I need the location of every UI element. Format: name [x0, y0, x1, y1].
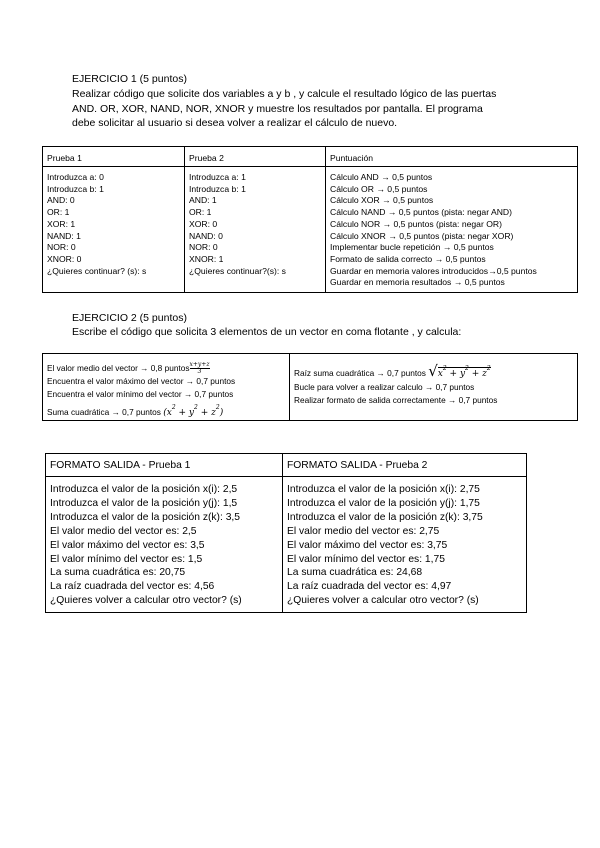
exercise-2-description: Escribe el código que solicita 3 elementos de un vector en coma flotante , y calcula: [72, 326, 462, 338]
prueba-2-line: NOR: 0 [189, 242, 218, 253]
puntuacion-cell [326, 167, 578, 293]
prueba-2-line: OR: 1 [189, 207, 212, 218]
prueba-1-line: ¿Quieres continuar? (s): s [47, 265, 147, 276]
criteria-mean-text: El valor medio del vector → 0,8 puntos [47, 363, 190, 373]
root-formula: $√x^2 + y^2 + z^2$ [428, 362, 491, 380]
prueba-1-line: XOR: 1 [47, 218, 76, 229]
output-line: Introduzca el valor de la posición x(i): 2,75 [287, 484, 480, 495]
criteria-max: Encuentra el valor máximo del vector → 0,7 puntos [47, 376, 236, 387]
prueba-2-line: ¿Quieres continuar?(s): s [189, 265, 286, 276]
output-line: El valor máximo del vector es: 3,75 [287, 539, 448, 551]
criteria-root [294, 362, 573, 381]
puntuacion-line: Implementar bucle repetición → 0,5 puntos [330, 242, 494, 253]
puntuacion-line: Guardar en memoria resultados → 0,5 puntos [330, 277, 505, 288]
prueba-2-line: Introduzca b: 1 [189, 183, 246, 194]
puntuacion-line: Cálculo NOR → 0,5 puntos (pista: negar OR) [330, 218, 502, 229]
header-prueba-1: Prueba 1 [43, 147, 185, 167]
description-line: AND. OR, XOR, NAND, NOR, XNOR y muestre los resultados por pantalla. El programa [72, 102, 483, 115]
prueba-1-cell [43, 167, 185, 293]
mean-formula-numerator: x+y+z [189, 361, 210, 369]
prueba-1-line: OR: 1 [47, 207, 70, 218]
criteria-sum-squares-text: Suma cuadrática → 0,7 puntos [47, 407, 161, 418]
output-line: ¿Quieres volver a calcular otro vector? (s) [50, 595, 242, 607]
output-line: Introduzca el valor de la posición x(i): 2,5 [50, 484, 238, 495]
exercise-2-criteria-table [42, 353, 578, 421]
criteria-format: Realizar formato de salida correctamente → 0,7 puntos [294, 395, 498, 405]
output-line: La raíz cuadrada del vector es: 4,56 [50, 581, 215, 593]
output-line: El valor medio del vector es: 2,75 [287, 525, 440, 537]
prueba-2-line: XOR: 0 [189, 218, 218, 229]
mean-formula [190, 362, 210, 375]
puntuacion-line: Formato de salida correcto → 0,5 puntos [330, 253, 486, 264]
criteria-loop: Bucle para volver a realizar calculo → 0,7 puntos [294, 382, 475, 392]
prueba-2-line: XNOR: 1 [189, 253, 224, 264]
criteria-root-text: Raíz suma cuadrática → 0,7 puntos [294, 368, 426, 378]
prueba-2-line: AND: 1 [189, 195, 217, 206]
header-output-prueba-2: FORMATO SALIDA - Prueba 2 [283, 454, 527, 477]
output-line: ¿Quieres volver a calcular otro vector? (s) [287, 595, 479, 607]
prueba-2-line: NAND: 0 [189, 230, 223, 241]
header-output-prueba-1: FORMATO SALIDA - Prueba 1 [46, 454, 283, 477]
exercise-1-title: EJERCICIO 1 (5 puntos) [72, 73, 187, 85]
prueba-2-cell [185, 167, 326, 293]
description-line: Realizar código que solicite dos variables a y b , y calcule el resultado lógico de las puertas [72, 88, 497, 100]
criteria-sum-squares [47, 401, 285, 420]
prueba-2-line: Introduzca a: 1 [189, 172, 246, 182]
output-line: El valor medio del vector es: 2,5 [50, 525, 197, 537]
mean-formula-denominator: 3 [197, 368, 202, 376]
output-line: El valor mínimo del vector es: 1,5 [50, 553, 203, 565]
output-line: El valor máximo del vector es: 3,5 [50, 539, 205, 551]
prueba-1-line: AND: 0 [47, 195, 75, 206]
output-line: La suma cuadrática es: 24,68 [287, 567, 423, 579]
prueba-1-line: NAND: 1 [47, 230, 81, 241]
sum-squares-formula: $(x^2 + y^2 + z^2)$ [163, 404, 224, 419]
criteria-left-cell [43, 354, 290, 421]
puntuacion-line: Cálculo NAND → 0,5 puntos (pista: negar AND) [330, 207, 512, 218]
exercise-1-table [42, 146, 578, 293]
puntuacion-line: Cálculo OR → 0,5 puntos [330, 183, 428, 194]
output-line: Introduzca el valor de la posición z(k): 3,5 [50, 511, 241, 523]
puntuacion-line: Cálculo XNOR → 0,5 puntos (pista: negar XOR) [330, 230, 514, 241]
criteria-right-cell [290, 354, 578, 421]
output-prueba-2-cell [283, 477, 527, 613]
description-line: debe solicitar al usuario si desea volver a realizar el cálculo de nuevo. [72, 117, 398, 129]
puntuacion-line: Cálculo XOR → 0,5 puntos [330, 195, 434, 206]
prueba-1-line: Introduzca b: 1 [47, 183, 104, 194]
prueba-1-line: NOR: 0 [47, 242, 76, 253]
output-line: Introduzca el valor de la posición z(k): 3,75 [287, 511, 483, 523]
output-format-table [45, 453, 527, 613]
puntuacion-line: Guardar en memoria valores introducidos→0,5 puntos [330, 265, 537, 276]
header-puntuacion: Puntuación [326, 147, 578, 167]
output-line: Introduzca el valor de la posición y(j): 1,5 [50, 497, 238, 509]
exercise-2-title: EJERCICIO 2 (5 puntos) [72, 312, 187, 324]
puntuacion-line: Cálculo AND → 0,5 puntos [330, 172, 433, 182]
output-line: Introduzca el valor de la posición y(j): 1,75 [287, 497, 480, 509]
output-prueba-1-cell [46, 477, 283, 613]
output-line: El valor mínimo del vector es: 1,75 [287, 553, 445, 565]
criteria-mean [47, 362, 285, 375]
output-line: La raíz cuadrada del vector es: 4,97 [287, 581, 452, 593]
prueba-1-line: XNOR: 0 [47, 253, 82, 264]
criteria-min: Encuentra el valor mínimo del vector → 0,7 puntos [47, 389, 234, 400]
prueba-1-line: Introduzca a: 0 [47, 172, 104, 182]
output-line: La suma cuadrática es: 20,75 [50, 567, 186, 579]
exercise-1-description [72, 87, 552, 131]
header-prueba-2: Prueba 2 [185, 147, 326, 167]
